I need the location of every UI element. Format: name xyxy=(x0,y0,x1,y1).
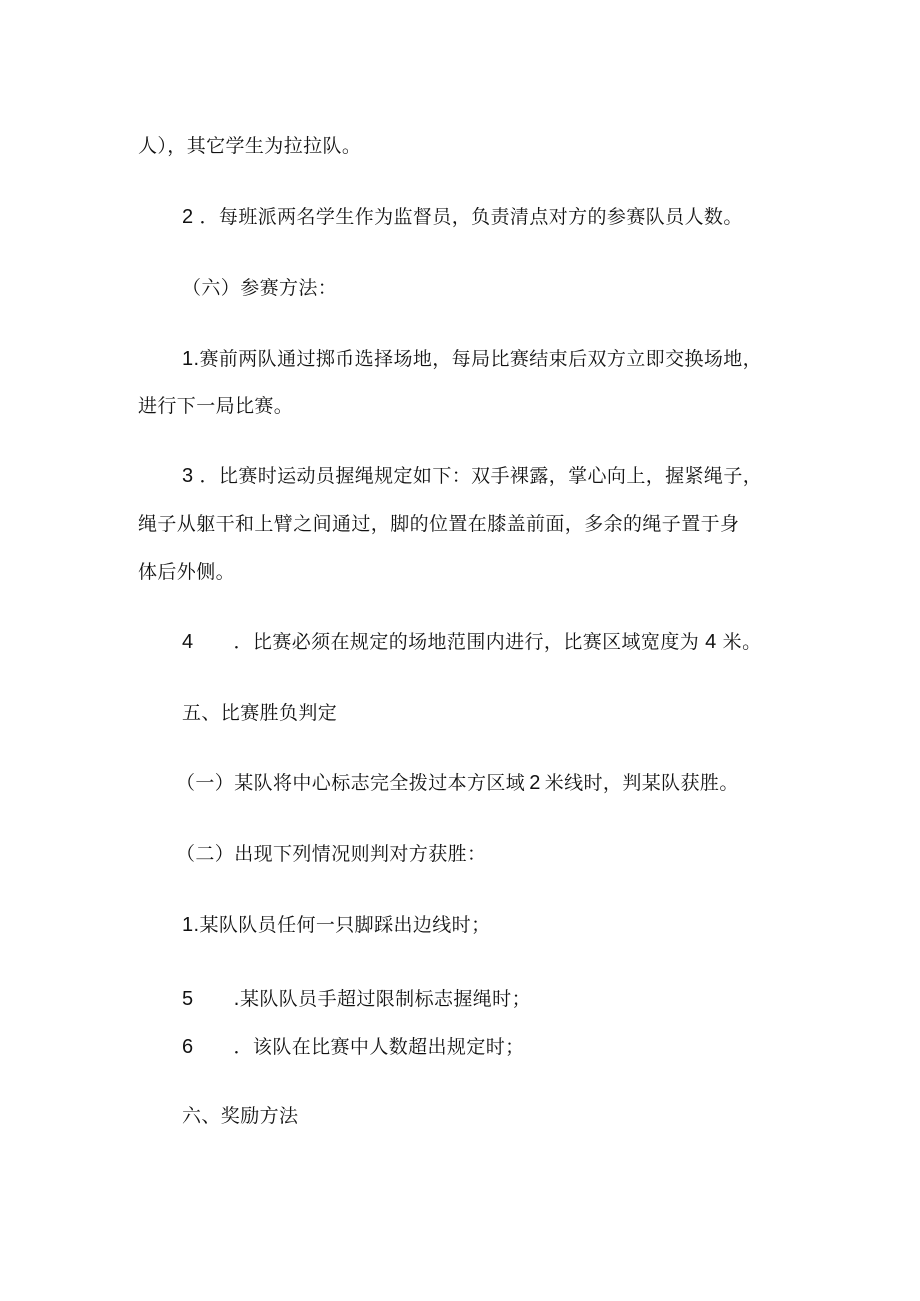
section-heading xyxy=(182,276,337,300)
item-number: 6 xyxy=(182,1036,194,1058)
heading-text: 五、比赛胜负判定 xyxy=(182,702,338,724)
section-heading xyxy=(176,842,486,866)
paragraph-line xyxy=(138,512,739,536)
item-text-tail: 米。 xyxy=(722,631,762,653)
list-item-1 xyxy=(182,347,762,371)
paragraph-line xyxy=(176,771,739,795)
item-text: .某队队员手超过限制标志握绳时； xyxy=(233,988,531,1010)
item-number: 1. xyxy=(182,348,200,370)
text-tail: 米线时，判某队获胜。 xyxy=(544,772,739,794)
text: （一）某队将中心标志完全拨过本方区域 xyxy=(176,772,526,794)
item-text: ．每班派两名学生作为监督员，负责清点对方的参赛队员人数。 xyxy=(199,206,743,228)
text: 绳子从躯干和上臂之间通过，脚的位置在膝盖前面，多余的绳子置于身 xyxy=(138,513,740,535)
paragraph-line xyxy=(138,134,361,158)
item-number: 1. xyxy=(182,914,200,936)
paragraph-line xyxy=(138,394,293,418)
heading-text: （六）参赛方法： xyxy=(182,277,338,299)
distance-value: 2 xyxy=(529,772,541,794)
list-item-2 xyxy=(182,205,743,229)
list-item-4 xyxy=(182,630,761,654)
width-value: 4 xyxy=(705,631,717,653)
text: 体后外侧。 xyxy=(138,561,236,583)
item-number: 3 xyxy=(182,465,194,487)
section-heading xyxy=(182,701,337,725)
list-item-6 xyxy=(182,1035,525,1059)
item-number: 4 xyxy=(182,631,194,653)
heading-text: 六、奖励方法 xyxy=(182,1105,299,1127)
paragraph-line xyxy=(138,560,235,584)
heading-text: （二）出现下列情况则判对方获胜： xyxy=(176,843,487,865)
list-item-5 xyxy=(182,987,531,1011)
item-text: 赛前两队通过掷币选择场地，每局比赛结束后双方立即交换场地， xyxy=(199,348,763,370)
text: 人），其它学生为拉拉队。 xyxy=(138,135,362,157)
item-text: ．比赛时运动员握绳规定如下：双手裸露，掌心向上，握紧绳子， xyxy=(199,465,763,487)
list-item-1 xyxy=(182,913,491,937)
item-number: 2 xyxy=(182,206,194,228)
item-text: ．该队在比赛中人数超出规定时； xyxy=(233,1036,525,1058)
item-text: ．比赛必须在规定的场地范围内进行，比赛区域宽度为 xyxy=(233,631,700,653)
section-heading xyxy=(182,1104,298,1128)
text: 进行下一局比赛。 xyxy=(138,395,294,417)
item-number: 5 xyxy=(182,988,194,1010)
list-item-3 xyxy=(182,464,762,488)
item-text: 某队队员任何一只脚踩出边线时； xyxy=(199,914,491,936)
